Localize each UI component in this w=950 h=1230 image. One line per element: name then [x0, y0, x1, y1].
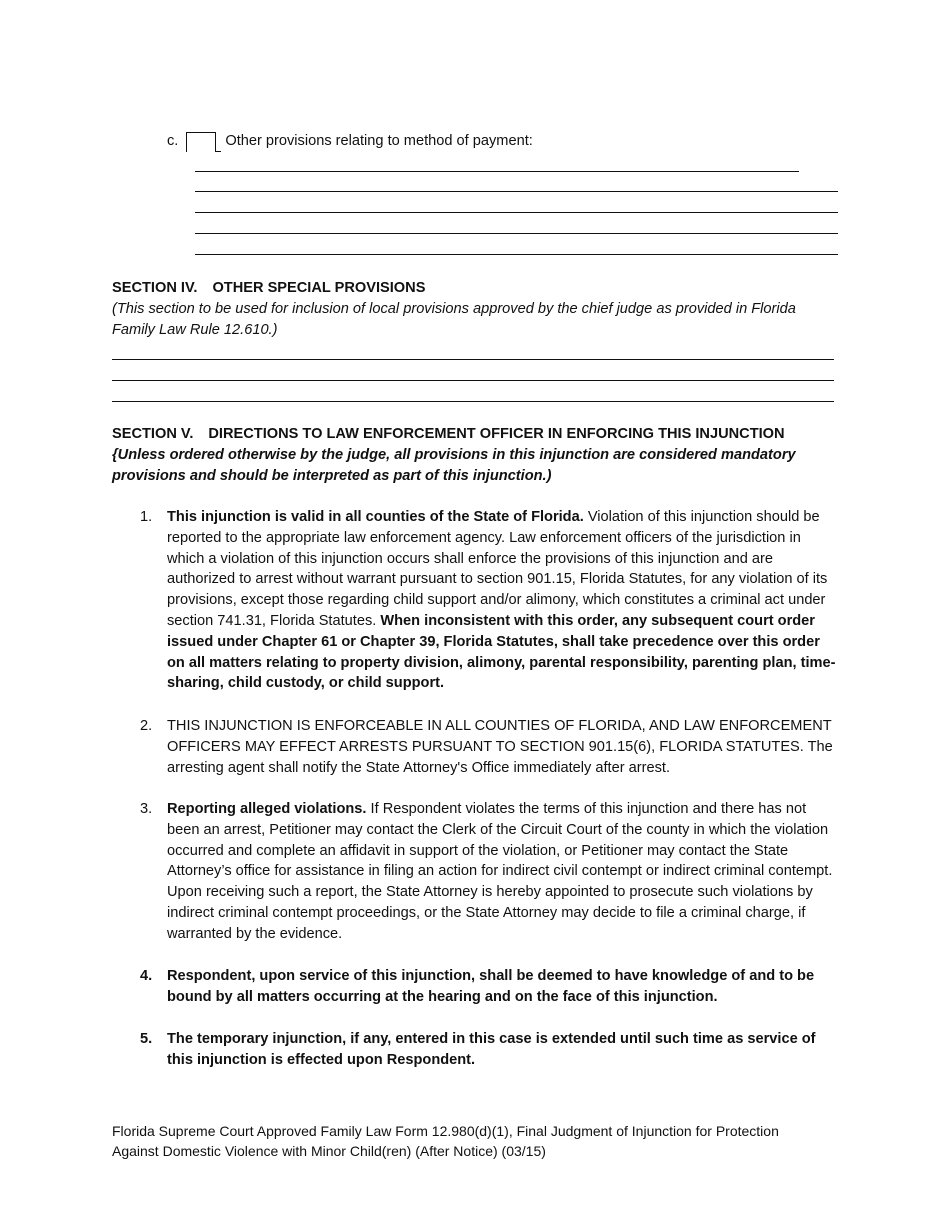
section-iv-blank-line-1[interactable]	[112, 359, 834, 360]
list-number: 3.	[140, 801, 153, 817]
item-1-tail: When inconsistent with this order, any subsequent court order issued under Chapter 61 or Chapter 39, Florida Statutes, shall take precedence over this order on all matters relating to property division, alimony, parental responsibility, parenting plan, time-sharing, child custody, or child support.	[167, 612, 836, 692]
list-item-2	[167, 716, 839, 778]
section-iv-heading	[112, 278, 425, 299]
item-c-blank-line-3[interactable]	[195, 212, 838, 213]
list-number: 1.	[140, 509, 153, 525]
list-item-4	[167, 966, 839, 1008]
list-item-3	[167, 799, 839, 945]
list-number: 2.	[140, 718, 153, 734]
item-4-lead: Respondent, upon service of this injunction, shall be deemed to have knowledge of and to be bound by all matters occurring at the hearing and on the face of this injunction.	[167, 968, 815, 1005]
list-number: 5.	[140, 1031, 153, 1047]
item-c-blank-line-5[interactable]	[195, 254, 838, 255]
section-v-heading	[112, 424, 785, 445]
list-item-1	[167, 507, 839, 694]
list-number: 4.	[140, 968, 153, 984]
item-c-label: Other provisions relating to method of payment:	[225, 133, 533, 149]
item-3-body: If Respondent violates the terms of this injunction and there has not been an arrest, Petitioner may contact the Clerk of the Circuit Court of the county in which the violation occurred and complete an affidavit in support of the violation, or Petitioner may contact the State Attorney’s office for assistance in filing an action for indirect civil contempt or indirect criminal contempt. Upon receiving such a report, the State Attorney is hereby appointed to prosecute such violations by indirect criminal contempt proceedings, or the State Attorney may decide to file a criminal charge, if warranted by the evidence.	[167, 801, 833, 942]
section-v-note: {Unless ordered otherwise by the judge, all provisions in this injunction are considered mandatory provisions and should be interpreted as part of this injunction.)	[112, 447, 796, 484]
footer-line-2: Against Domestic Violence with Minor Child(ren) (After Notice) (03/15)	[112, 1143, 546, 1159]
item-1-lead: This injunction is valid in all counties of the State of Florida.	[167, 509, 584, 525]
section-v-title: DIRECTIONS TO LAW ENFORCEMENT OFFICER IN ENFORCING THIS INJUNCTION	[208, 426, 785, 442]
item-c-blank-line-4[interactable]	[195, 233, 838, 234]
footer-line-1: Florida Supreme Court Approved Family Law Form 12.980(d)(1), Final Judgment of Injunction for Protection	[112, 1123, 779, 1139]
item-c-blank-line-2[interactable]	[195, 191, 838, 192]
section-iv-blank-line-2[interactable]	[112, 380, 834, 381]
item-c-checkbox[interactable]	[186, 132, 216, 152]
item-5-lead: The temporary injunction, if any, entered in this case is extended until such time as service of this injunction is effected upon Respondent.	[167, 1031, 816, 1068]
list-item-5	[167, 1029, 839, 1071]
page-footer	[112, 1121, 832, 1161]
section-v-number: SECTION V.	[112, 426, 194, 442]
item-c-row	[167, 131, 533, 152]
item-c-checkbox-underline	[216, 133, 221, 152]
item-3-lead: Reporting alleged violations.	[167, 801, 367, 817]
section-iv-blank-line-3[interactable]	[112, 401, 834, 402]
item-1-body: Violation of this injunction should be reported to the appropriate law enforcement agency. Law enforcement officers of the jurisdiction in which a violation of this injunction occurs shall enforce the provisions of this injunction and are authorized to arrest without warrant pursuant to section 901.15, Florida Statutes, for any violation of its provisions, except those regarding child support and/or alimony, which constitutes a criminal act under section 741.31, Florida Statutes.	[167, 509, 828, 629]
item-2-body: THIS INJUNCTION IS ENFORCEABLE IN ALL COUNTIES OF FLORIDA, AND LAW ENFORCEMENT OFFICERS MAY EFFECT ARRESTS PURSUANT TO SECTION 901.15(6), FLORIDA STATUTES. The arresting agent shall notify the State Attorney's Office immediately after arrest.	[167, 718, 833, 776]
section-iv-title: OTHER SPECIAL PROVISIONS	[212, 280, 426, 296]
item-c-letter: c.	[167, 133, 179, 149]
section-iv-note: (This section to be used for inclusion of local provisions approved by the chief judge as provided in Florida Family Law Rule 12.610.)	[112, 301, 796, 338]
section-iv-number: SECTION IV.	[112, 280, 198, 296]
item-c-blank-line-1[interactable]	[195, 171, 799, 172]
